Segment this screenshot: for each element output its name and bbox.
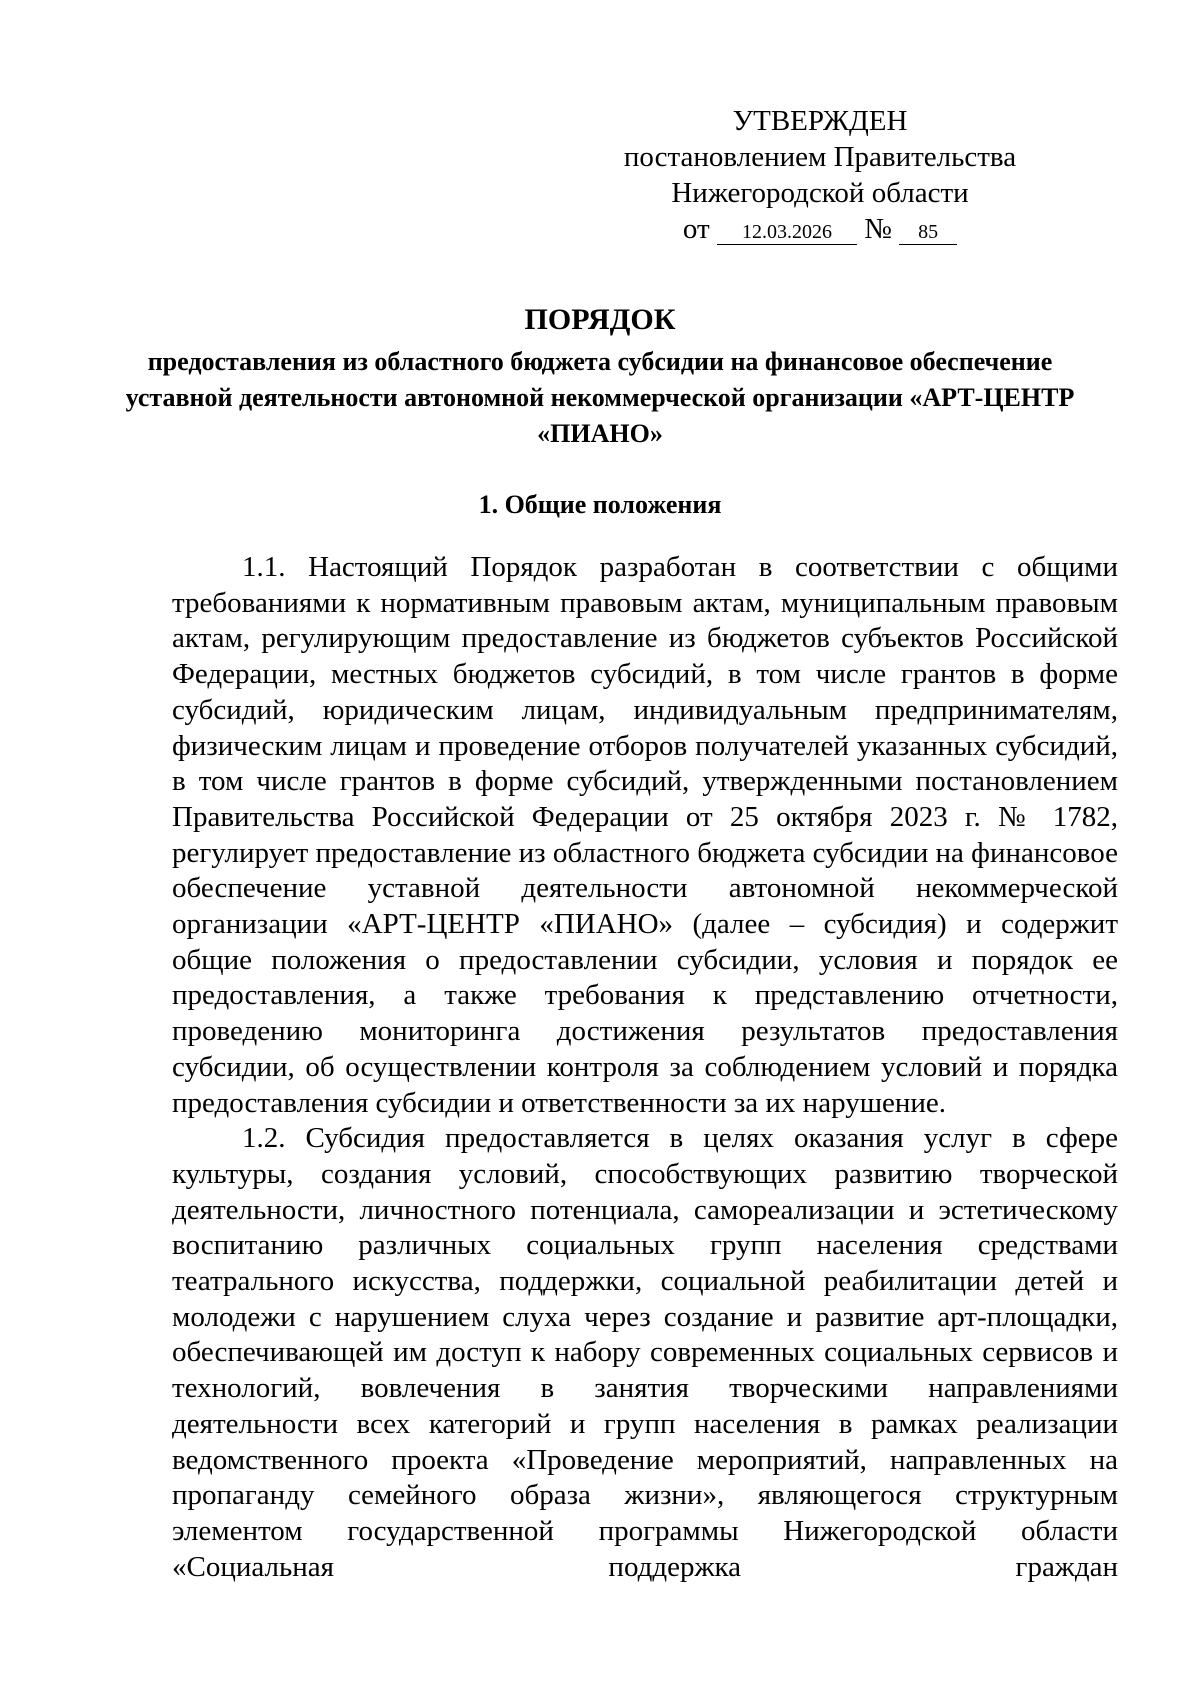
document-subtitle: предоставления из областного бюджета субсидии на финансовое обеспечение уставной деятельности автономной некоммерческой организации «АРТ-ЦЕНТР «ПИАНО»: [125, 347, 1075, 448]
approval-number: 85: [899, 220, 957, 245]
date-prefix: от: [682, 213, 710, 245]
approval-stamp: [600, 103, 1040, 247]
paragraph-1-1: 1.1. Настоящий Порядок разработан в соответствии с общими требованиями к нормативным правовым актам, муниципальным правовым актам, регулирующим предоставление из бюджетов субъектов Российской Федерации, местных бюджетов субсидий, в том числе грантов в форме субсидий, юридическим лицам, индивидуальным предпринимателям, физическим лицам и проведение отборов получателей указанных субсидий, в том числе грантов в форме субсидий, утвержденными постановлением Правительства Российской Федерации от 25 октября 2023 г. № 1782, регулирует предоставление из областного бюджета субсидии на финансовое обеспечение уставной деятельности автономной некоммерческой организации «АРТ-ЦЕНТР «ПИАНО» (далее – субсидия) и содержит общие положения о предоставлении субсидии, условия и порядок ее предоставления, а также требования к представлению отчетности, проведению мониторинга достижения результатов предоставления субсидии, об осуществлении контроля за соблюдением условий и порядка предоставления субсидии и ответственности за их нарушение.: [172, 551, 1118, 1119]
approval-line-2: Нижегородской области: [671, 177, 969, 209]
paragraph-1-2: 1.2. Субсидия предоставляется в целях оказания услуг в сфере культуры, создания условий, способствующих развитию творческой деятельности, личностного потенциала, самореализации и эстетическому воспитанию различных социальных групп населения средствами театрального искусства, поддержки, социальной реабилитации детей и молодежи с нарушением слуха через создание и развитие арт-площадки, обеспечивающей им доступ к набору современных социальных сервисов и технологий, вовлечения в занятия творческими направлениями деятельности всех категорий и групп населения в рамках реализации ведомственного проекта «Проведение мероприятий, направленных на пропаганду семейного образа жизни», являющегося структурным элементом государственной программы Нижегородской области «Социальная поддержка граждан: [172, 1122, 1118, 1583]
approval-date-number-line: [600, 211, 1040, 247]
document-body: [172, 550, 1118, 1585]
number-sign: №: [864, 213, 892, 245]
approval-date: 12.03.2026: [717, 220, 857, 245]
document-title: ПОРЯДОК: [524, 303, 676, 336]
approval-line-1: постановлением Правительства: [623, 141, 1017, 173]
section-heading: 1. Общие положения: [478, 490, 722, 519]
approval-title: УТВЕРЖДЕН: [732, 105, 908, 137]
